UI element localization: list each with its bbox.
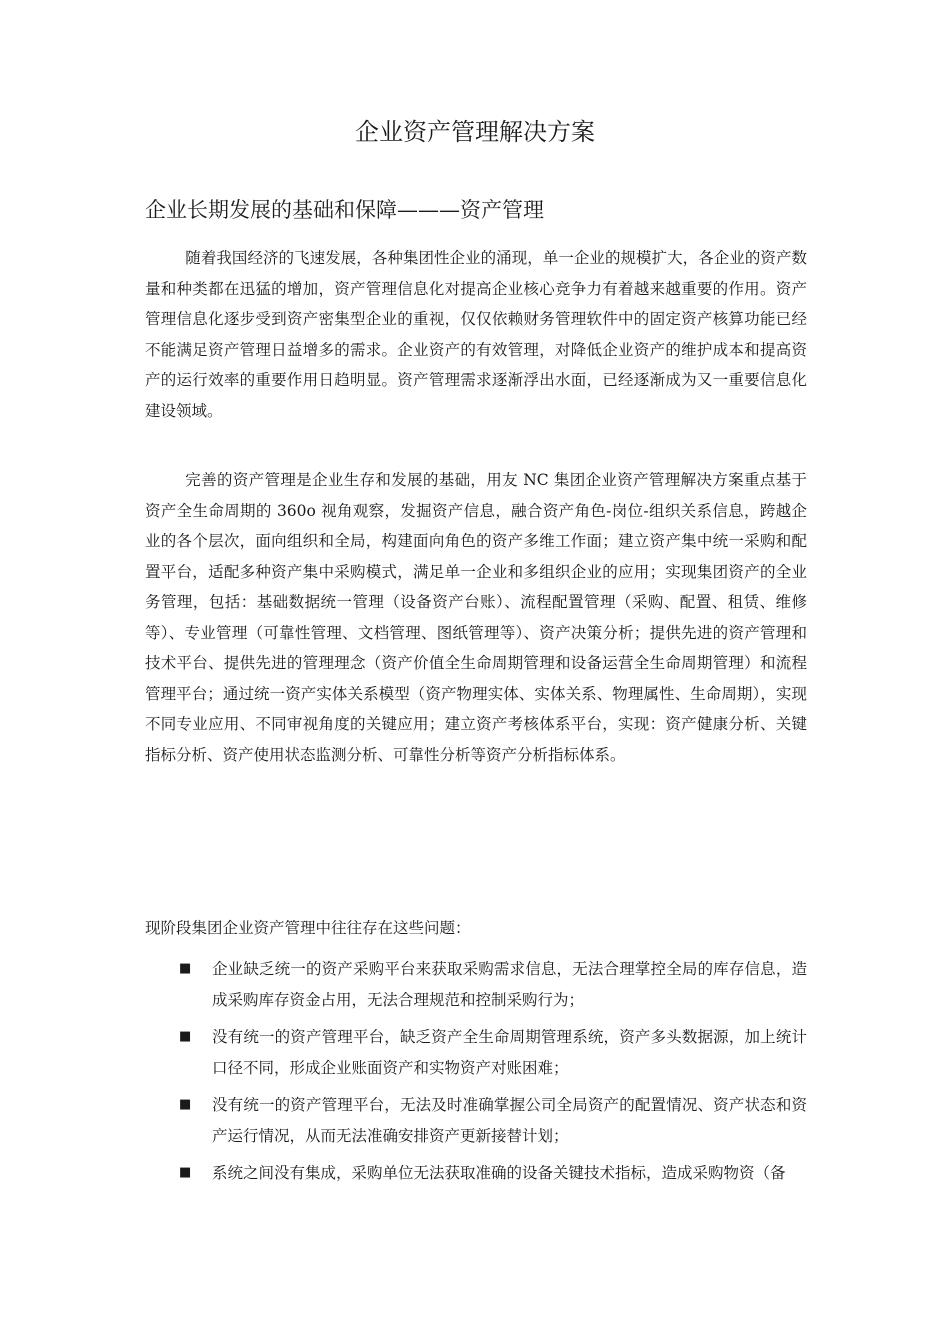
document-title: 企业资产管理解决方案: [355, 118, 595, 146]
list-item: [145, 1022, 807, 1083]
list-item-text: 没有统一的资产管理平台，无法及时准确掌握公司全局资产的配置情况、资产状态和资产运行情况，从而无法准确安排资产更新接替计划；: [212, 1096, 807, 1145]
paragraph-solution: 完善的资产管理是企业生存和发展的基础，用友 NC 集团企业资产管理解决方案重点基于资产全生命周期的 360o 视角观察，发掘资产信息，融合资产角色-岗位-组织关系信息，跨越企业的各个层次，面向组织和全局，构建面向角色的资产多维工作面；建立资产集中统一采购和配置平台，适配多种资产集中采购模式，满足单一企业和多组织企业的应用；实现集团资产的全业务管理，包括：基础数据统一管理（设备资产台账）、流程配置管理（采购、配置、租赁、维修等）、专业管理（可靠性管理、文档管理、图纸管理等）、资产决策分析；提供先进的资产管理和技术平台、提供先进的管理理念（资产价值全生命周期管理和设备运营全生命周期管理）和流程管理平台；通过统一资产实体关系模型（资产物理实体、实体关系、物理属性、生命周期），实现不同专业应用、不同审视角度的关键应用；建立资产考核体系平台，实现：资产健康分析、关键指标分析、资产使用状态监测分析、可靠性分析等资产分析指标体系。: [145, 471, 807, 764]
square-bullet-icon: ■: [179, 1165, 192, 1180]
square-bullet-icon: ■: [179, 961, 192, 976]
list-item-text: 没有统一的资产管理平台，缺乏资产全生命周期管理系统，资产多头数据源，加上统计口径不同，形成企业账面资产和实物资产对账困难；: [212, 1028, 807, 1077]
list-item: [145, 1158, 807, 1189]
list-item-text: 企业缺乏统一的资产采购平台来获取采购需求信息，无法合理掌控全局的库存信息，造成采购库存资金占用，无法合理规范和控制采购行为；: [212, 960, 807, 1009]
list-item: [145, 954, 807, 1015]
square-bullet-icon: ■: [179, 1097, 192, 1112]
paragraph-background: 随着我国经济的飞速发展，各种集团性企业的涌现，单一企业的规模扩大，各企业的资产数量和种类都在迅猛的增加，资产管理信息化对提高企业核心竞争力有着越来越重要的作用。资产管理信息化逐步受到资产密集型企业的重视，仅仅依赖财务管理软件中的固定资产核算功能已经不能满足资产管理日益增多的需求。企业资产的有效管理，对降低企业资产的维护成本和提高资产的运行效率的重要作用日趋明显。资产管理需求逐渐浮出水面，已经逐渐成为又一重要信息化建设领域。: [145, 249, 807, 420]
problems-list: [145, 954, 807, 1196]
list-item: [145, 1090, 807, 1151]
problems-intro: 现阶段集团企业资产管理中往往存在这些问题：: [145, 919, 471, 937]
list-item-text: 系统之间没有集成，采购单位无法获取准确的设备关键技术指标，造成采购物资（备: [212, 1164, 786, 1182]
square-bullet-icon: ■: [179, 1029, 192, 1044]
section-heading: 企业长期发展的基础和保障———资产管理: [145, 198, 544, 222]
